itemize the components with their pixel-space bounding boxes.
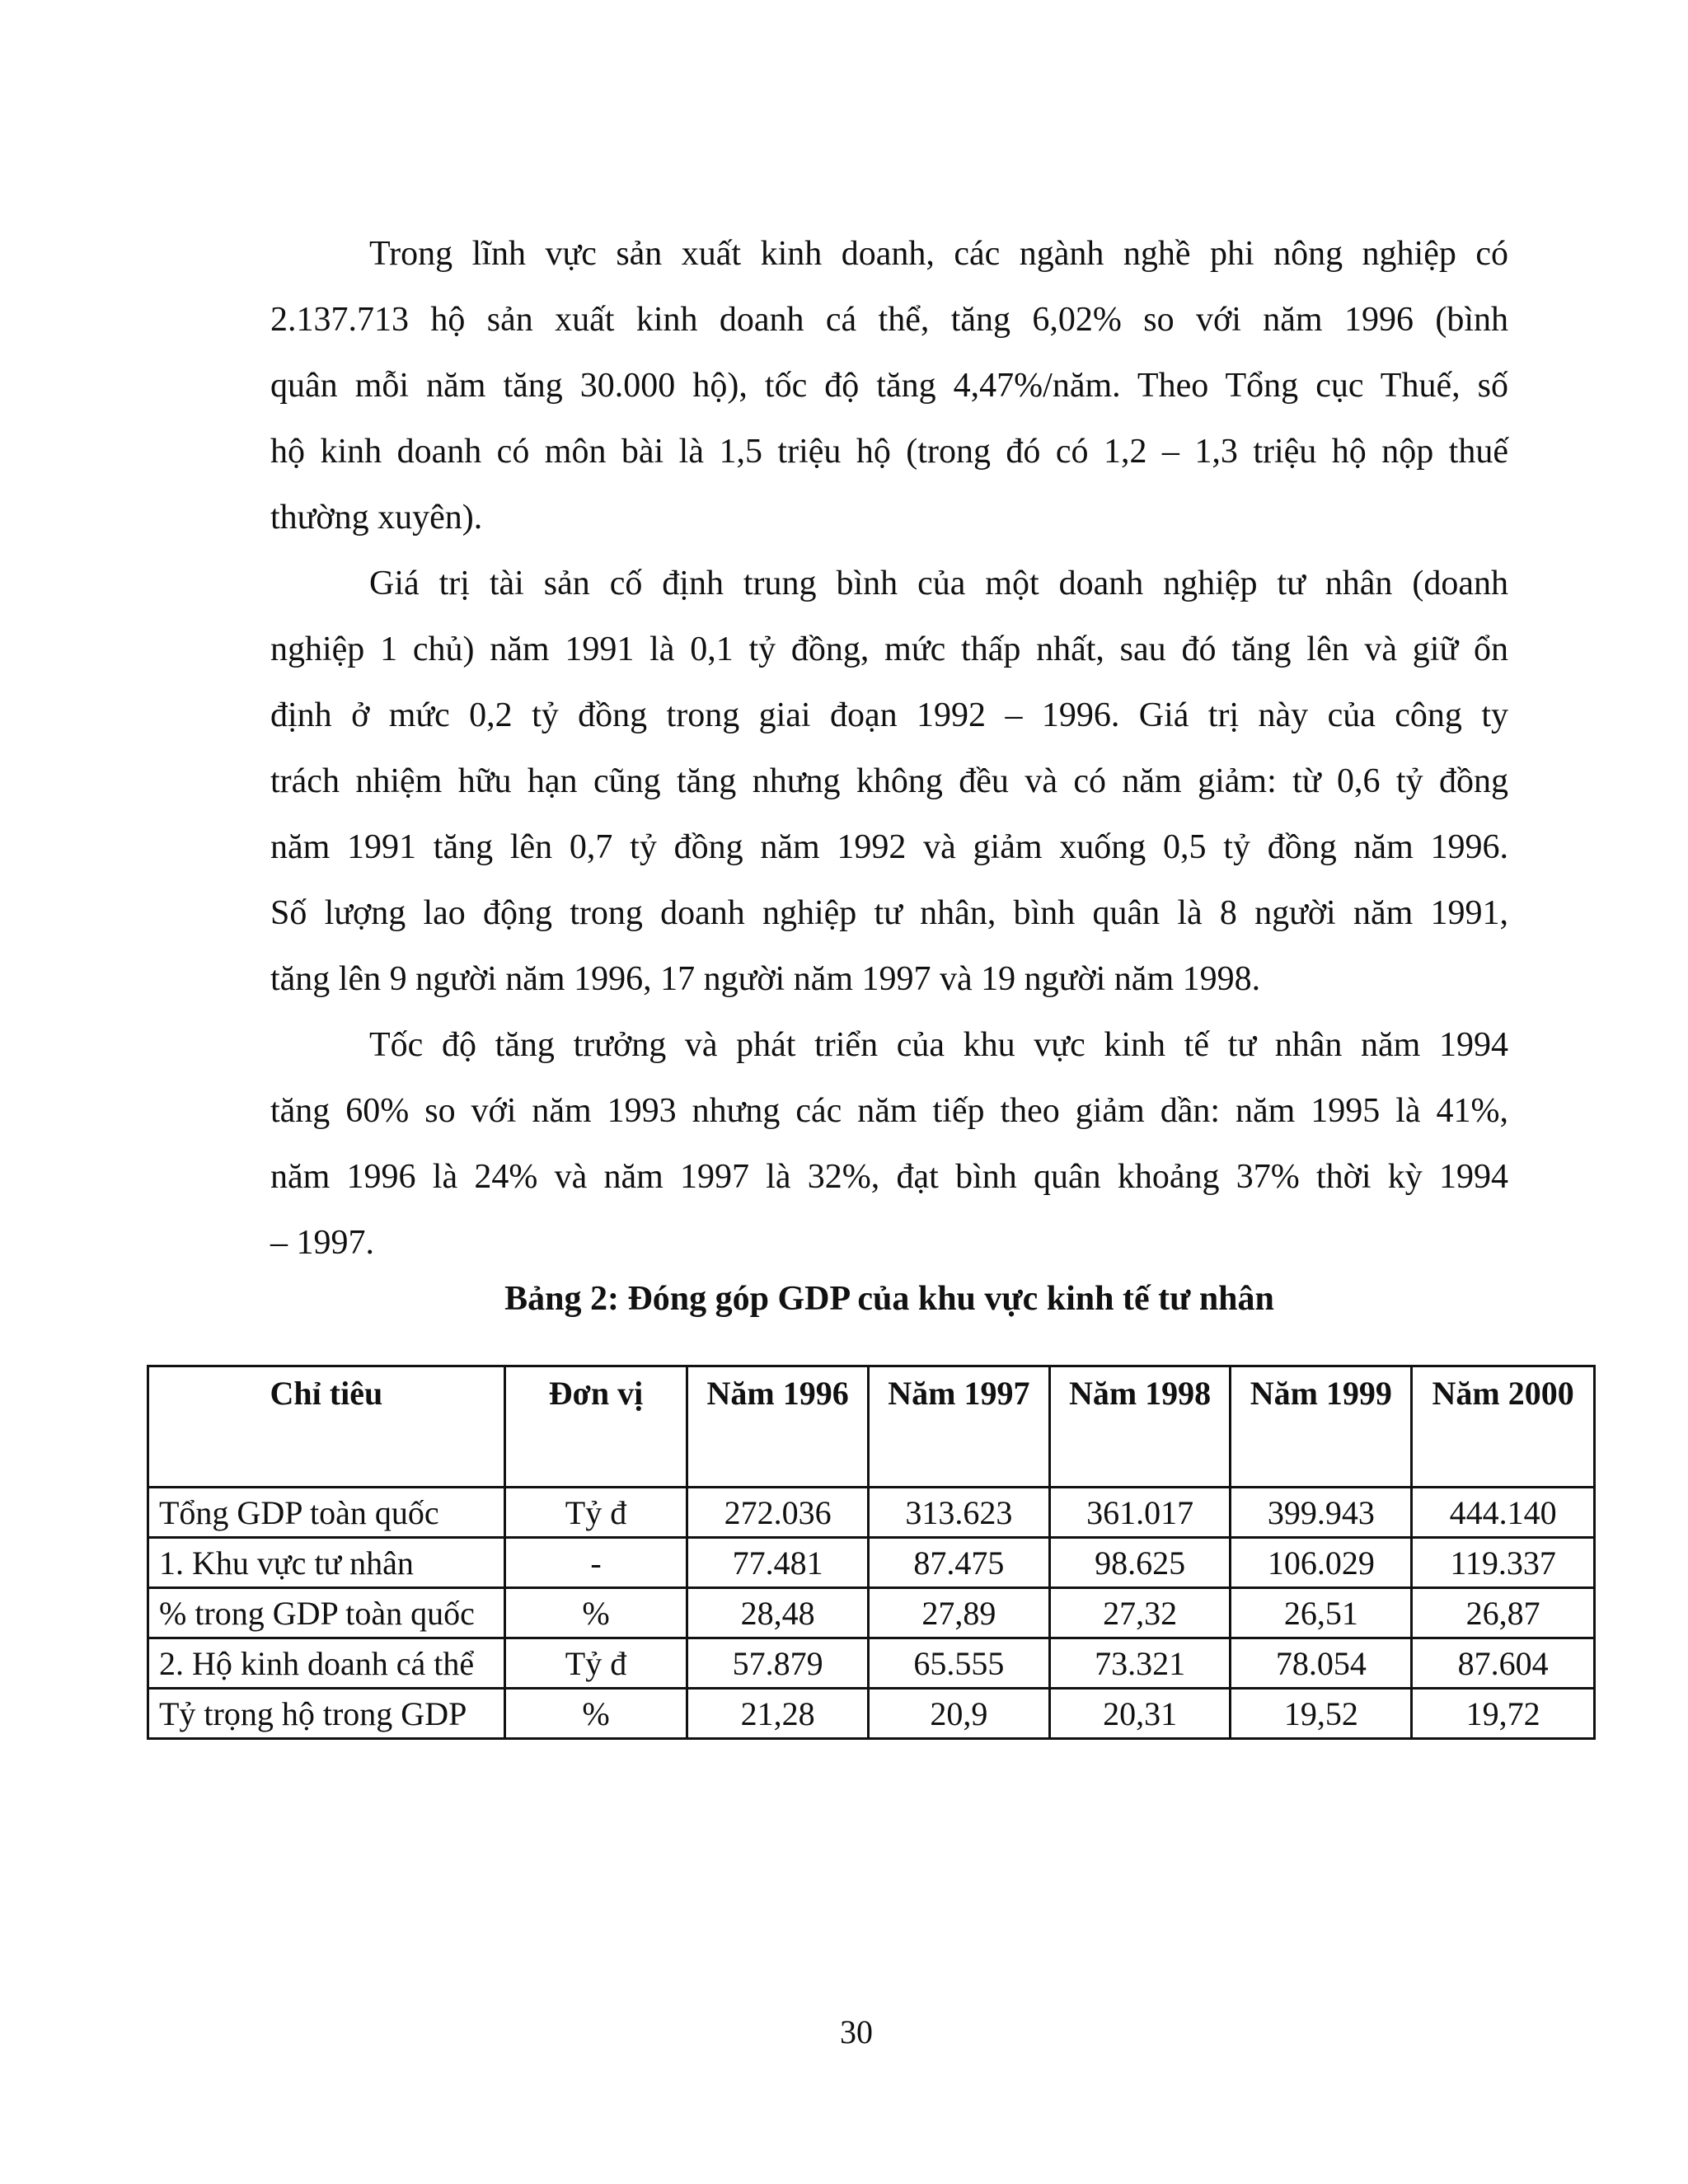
value-cell: 57.879 xyxy=(687,1638,869,1689)
text-line: tăng lên 9 người năm 1996, 17 người năm 1997 và 19 người năm 1998. xyxy=(270,960,1261,998)
value-cell: 73.321 xyxy=(1049,1638,1231,1689)
header-cell: Năm 1997 xyxy=(868,1366,1049,1488)
value-cell: 77.481 xyxy=(687,1538,869,1588)
value-cell: 272.036 xyxy=(687,1488,869,1538)
unit-cell: - xyxy=(504,1538,687,1588)
text-line: nghiệp 1 chủ) năm 1991 là 0,1 tỷ đồng, mức thấp nhất, sau đó tăng lên và giữ ổn xyxy=(270,630,1508,668)
text-line: 2.137.713 hộ sản xuất kinh doanh cá thể, tăng 6,02% so với năm 1996 (bình xyxy=(270,301,1508,339)
text-line: hộ kinh doanh có môn bài là 1,5 triệu hộ (trong đó có 1,2 – 1,3 triệu hộ nộp thuế xyxy=(270,433,1508,471)
value-cell: 87.475 xyxy=(868,1538,1049,1588)
value-cell: 65.555 xyxy=(868,1638,1049,1689)
header-cell: Chỉ tiêu xyxy=(148,1366,505,1488)
text-line: – 1997. xyxy=(270,1224,374,1262)
header-cell: Năm 1999 xyxy=(1231,1366,1412,1488)
text-line: định ở mức 0,2 tỷ đồng trong giai đoạn 1992 – 1996. Giá trị này của công ty xyxy=(270,696,1508,734)
value-cell: 27,89 xyxy=(868,1588,1049,1638)
value-cell: 313.623 xyxy=(868,1488,1049,1538)
value-cell: 106.029 xyxy=(1231,1538,1412,1588)
unit-cell: Tỷ đ xyxy=(504,1638,687,1689)
gdp-table xyxy=(147,1365,1596,1740)
row-label: Tỷ trọng hộ trong GDP xyxy=(148,1689,505,1739)
value-cell: 19,72 xyxy=(1412,1689,1595,1739)
row-label: Tổng GDP toàn quốc xyxy=(148,1488,505,1538)
text-line: trách nhiệm hữu hạn cũng tăng nhưng không đều và có năm giảm: từ 0,6 tỷ đồng xyxy=(270,762,1508,800)
table-row xyxy=(148,1638,1595,1689)
header-cell: Đơn vị xyxy=(504,1366,687,1488)
value-cell: 20,9 xyxy=(868,1689,1049,1739)
value-cell: 78.054 xyxy=(1231,1638,1412,1689)
body-text xyxy=(270,221,1508,1276)
value-cell: 119.337 xyxy=(1412,1538,1595,1588)
value-cell: 20,31 xyxy=(1049,1689,1231,1739)
value-cell: 27,32 xyxy=(1049,1588,1231,1638)
table-caption: Bảng 2: Đóng góp GDP của khu vực kinh tế tư nhân xyxy=(504,1280,1274,1318)
row-label: 2. Hộ kinh doanh cá thể xyxy=(148,1638,505,1689)
text-line: thường xuyên). xyxy=(270,499,483,537)
table-row xyxy=(148,1689,1595,1739)
text-line: năm 1991 tăng lên 0,7 tỷ đồng năm 1992 và giảm xuống 0,5 tỷ đồng năm 1996. xyxy=(270,828,1508,866)
text-line: Tốc độ tăng trưởng và phát triển của khu vực kinh tế tư nhân năm 1994 xyxy=(369,1026,1508,1064)
text-line: Số lượng lao động trong doanh nghiệp tư nhân, bình quân là 8 người năm 1991, xyxy=(270,894,1508,932)
paragraph-1 xyxy=(270,221,1508,551)
value-cell: 444.140 xyxy=(1412,1488,1595,1538)
text-line: năm 1996 là 24% và năm 1997 là 32%, đạt bình quân khoảng 37% thời kỳ 1994 xyxy=(270,1158,1508,1196)
row-label: % trong GDP toàn quốc xyxy=(148,1588,505,1638)
text-line: Giá trị tài sản cố định trung bình của một doanh nghiệp tư nhân (doanh xyxy=(369,565,1508,602)
value-cell: 19,52 xyxy=(1231,1689,1412,1739)
table-row xyxy=(148,1588,1595,1638)
header-cell: Năm 1996 xyxy=(687,1366,869,1488)
value-cell: 361.017 xyxy=(1049,1488,1231,1538)
unit-cell: Tỷ đ xyxy=(504,1488,687,1538)
value-cell: 26,51 xyxy=(1231,1588,1412,1638)
value-cell: 399.943 xyxy=(1231,1488,1412,1538)
value-cell: 28,48 xyxy=(687,1588,869,1638)
value-cell: 98.625 xyxy=(1049,1538,1231,1588)
value-cell: 87.604 xyxy=(1412,1638,1595,1689)
paragraph-3 xyxy=(270,1012,1508,1276)
unit-cell: % xyxy=(504,1689,687,1739)
header-cell: Năm 1998 xyxy=(1049,1366,1231,1488)
header-cell: Năm 2000 xyxy=(1412,1366,1595,1488)
table-header-row xyxy=(148,1366,1595,1488)
value-cell: 26,87 xyxy=(1412,1588,1595,1638)
table-row xyxy=(148,1488,1595,1538)
paragraph-2 xyxy=(270,551,1508,1012)
unit-cell: % xyxy=(504,1588,687,1638)
text-line: Trong lĩnh vực sản xuất kinh doanh, các ngành nghề phi nông nghiệp có xyxy=(369,235,1508,273)
row-label: 1. Khu vực tư nhân xyxy=(148,1538,505,1588)
table-row xyxy=(148,1538,1595,1588)
text-line: quân mỗi năm tăng 30.000 hộ), tốc độ tăng 4,47%/năm. Theo Tổng cục Thuế, số xyxy=(270,367,1508,405)
page-number: 30 xyxy=(840,2013,873,2050)
value-cell: 21,28 xyxy=(687,1689,869,1739)
text-line: tăng 60% so với năm 1993 nhưng các năm tiếp theo giảm dần: năm 1995 là 41%, xyxy=(270,1092,1508,1130)
